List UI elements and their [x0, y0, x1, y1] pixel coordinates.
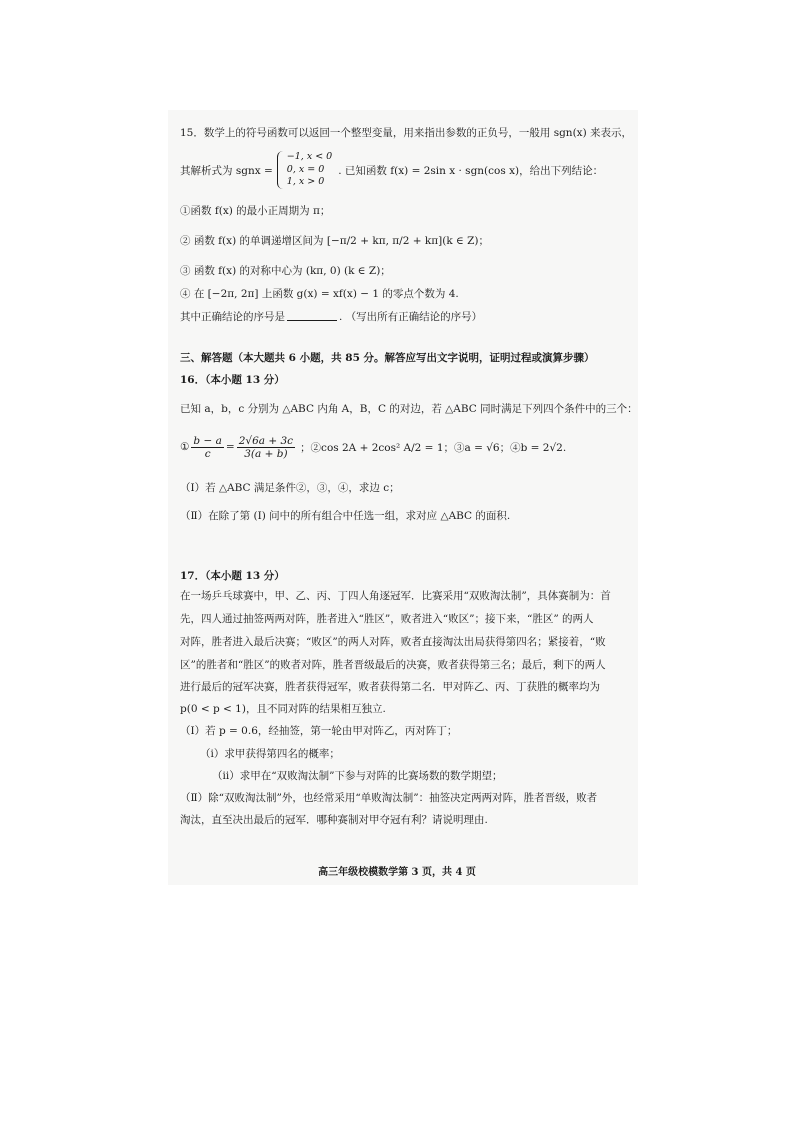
q17-part1: （Ⅰ）若 p = 0.6，经抽签，第一轮由甲对阵乙，丙对阵丁； — [180, 725, 458, 737]
q16-conditions — [180, 432, 566, 462]
cond1-label: ① — [180, 441, 190, 453]
q17-header: 17．（本小题 13 分） — [180, 570, 285, 582]
q15-cases — [287, 151, 332, 189]
q15-item: ③ 函数 f(x) 的对称中心为 (kπ, 0) (k ∈ Z)； — [180, 265, 391, 277]
conditions-rest: ；②cos 2A + 2cos² A/2 = 1；③a = √6；④b = 2√2. — [300, 441, 567, 454]
q15-answer-line — [180, 309, 482, 324]
q17-part2-line: （Ⅱ）除“双败淘汰制”外，也经常采用“单败淘汰制”：抽签决定两两对阵，胜者晋级，败者 — [180, 792, 598, 804]
q15-item: ④ 在 [−2π, 2π] 上函数 g(x) = xf(x) − 1 的零点个数为 4. — [180, 288, 459, 300]
q15-def-prefix: 其解析式为 sgnx = — [180, 164, 273, 177]
q15-definition — [180, 150, 603, 190]
cond1-left-fraction — [191, 435, 223, 460]
q17-part1-i: （ⅰ）求甲获得第四名的概率； — [200, 748, 340, 760]
q17-stem-line: 区”的胜者和“胜区”的败者对阵，胜者晋级最后的决赛，败者获得第三名；最后，剩下的两人 — [180, 659, 606, 671]
fraction-denominator: 3(a + b) — [244, 447, 288, 460]
equals-sign: = — [225, 441, 235, 453]
q15-intro: 15．数学上的符号函数可以返回一个整型变量，用来指出参数的正负号，一般用 sgn(x) 来表示， — [180, 127, 633, 139]
section-heading: 三、解答题（本大题共 6 小题，共 85 分。解答应写出文字说明，证明过程或演算步骤） — [180, 352, 595, 364]
q15-answer-prefix: 其中正确结论的序号是 — [180, 311, 285, 323]
fraction-numerator: b − a — [193, 434, 222, 447]
q15-def-suffix: . 已知函数 f(x) = 2sin x · sgn(cos x)，给出下列结论： — [338, 164, 604, 177]
left-brace-icon — [277, 151, 283, 189]
answer-blank — [287, 309, 337, 321]
cond1-right-fraction — [237, 435, 295, 460]
q17-part1-ii: （ⅱ）求甲在“双败淘汰制”下参与对阵的比赛场数的数学期望； — [212, 770, 503, 782]
fraction-numerator: 2√6a + 3c — [238, 434, 294, 447]
q17-stem-line: 在一场乒乓球赛中，甲、乙、丙、丁四人角逐冠军．比赛采用“双败淘汰制”，具体赛制为：首 — [180, 590, 611, 602]
fraction-denominator: c — [204, 447, 211, 460]
q15-case: 0, x = 0 — [286, 163, 325, 175]
q15-case: 1, x > 0 — [286, 176, 325, 188]
q17-stem-line: p(0 < p < 1)，且不同对阵的结果相互独立. — [180, 703, 386, 715]
q16-part2: （Ⅱ）在除了第 (Ⅰ) 问中的所有组合中任选一组，求对应 △ABC 的面积. — [180, 510, 511, 522]
q17-stem-line: 进行最后的冠军决赛，胜者获得冠军，败者获得第二名．甲对阵乙、丙、丁获胜的概率均为 — [180, 681, 600, 693]
q16-part1: （Ⅰ）若 △ABC 满足条件②，③，④，求边 c； — [180, 482, 400, 494]
q15-item: ② 函数 f(x) 的单调递增区间为 [−π/2 + kπ, π/2 + kπ](k ∈ Z)； — [180, 235, 490, 247]
q15-item: ①函数 f(x) 的最小正周期为 π； — [180, 205, 331, 217]
q16-header: 16．（本小题 13 分） — [180, 374, 285, 386]
q17-part2-line: 淘汰，直至决出最后的冠军．哪种赛制对甲夺冠有利？请说明理由. — [180, 814, 488, 826]
q15-answer-suffix: . （写出所有正确结论的序号） — [339, 311, 483, 323]
q17-stem-line: 先，四人通过抽签两两对阵，胜者进入“胜区”，败者进入“败区”；接下来，“胜区” 的两人 — [180, 613, 594, 625]
q15-case: −1, x < 0 — [286, 151, 333, 163]
q16-stem: 已知 a，b，c 分别为 △ABC 内角 A，B，C 的对边，若 △ABC 同时满足下列四个条件中的三个： — [180, 403, 638, 415]
q17-stem-line: 对阵，胜者进入最后决赛；“败区”的两人对阵，败者直接淘汰出局获得第四名；紧接着，“败 — [180, 636, 606, 648]
page-footer: 高三年级校模数学第 3 页，共 4 页 — [318, 867, 476, 878]
